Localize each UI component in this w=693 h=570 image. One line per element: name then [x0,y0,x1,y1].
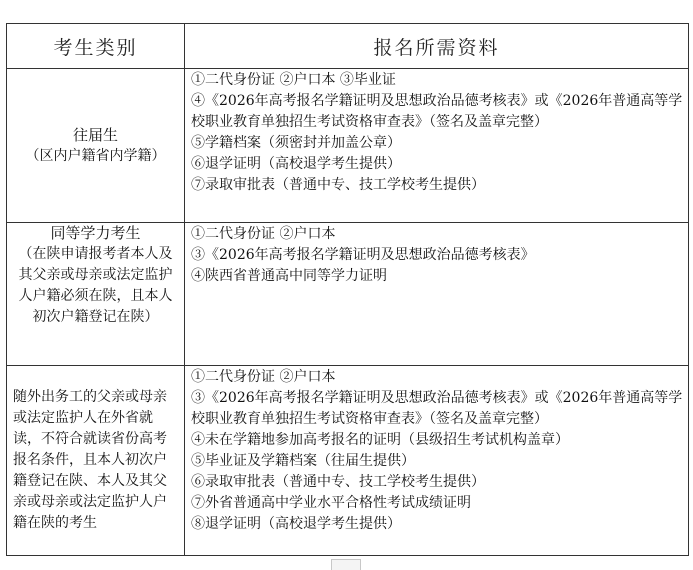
category-note: 随外出务工的父亲或母亲或法定监护人在外省就读，不符合就读省份高考报名条件，且本人初次户籍登记在陕、本人及其父亲或母亲或法定监护人户籍在陕的考生 [13,389,167,531]
material-item: ①二代身份证 ②户口本 [191,369,336,385]
material-item: ①二代身份证 ②户口本 [191,226,336,242]
table-row [7,69,689,223]
material-item: ⑤学籍档案（须密封并加盖公章） [191,135,401,151]
category-note: （区内户籍省内学籍） [25,147,166,164]
category-note: （在陕申请报考者本人及其父亲或母亲或法定监护人户籍必须在陕，且本人初次户籍登记在陕） [18,246,173,325]
registration-materials-table [6,23,689,556]
material-item: ⑦录取审批表（普通中专、技工学校考生提供） [191,177,485,193]
category-title: 往届生 [72,125,118,144]
category-cell [7,366,185,556]
header-row [7,24,689,69]
category-cell [7,69,185,223]
material-item: ④《2026年高考报名学籍证明及思想政治品德考核表》或《2026年普通高等学校职业教育单独招生考试资格审查表》（签名及盖章完整） [191,93,683,130]
material-item: ④陕西省普通高中同等学力证明 [191,268,387,284]
materials-cell [185,366,689,556]
material-item: ⑥录取审批表（普通中专、技工学校考生提供） [191,474,485,490]
category-cell [7,223,185,366]
table-row [7,366,689,556]
materials-cell [185,69,689,223]
table-row [7,223,689,366]
material-item: ③《2026年高考报名学籍证明及思想政治品德考核表》 [191,247,535,263]
material-item: ⑦外省普通高中学业水平合格性考试成绩证明 [191,495,471,511]
material-item: ⑧退学证明（高校退学考生提供） [191,516,401,532]
material-item: ④未在学籍地参加高考报名的证明（县级招生考试机构盖章） [191,432,569,448]
header-category: 考生类别 [7,24,185,69]
materials-cell [185,223,689,366]
material-item: ⑤毕业证及学籍档案（往届生提供） [191,453,415,469]
material-item: ⑥退学证明（高校退学考生提供） [191,156,401,172]
material-item: ①二代身份证 ②户口本 ③毕业证 [191,72,396,88]
category-title: 同等学力考生 [50,224,141,242]
material-item: ③《2026年高考报名学籍证明及思想政治品德考核表》或《2026年普通高等学校职业教育单独招生考试资格审查表》（签名及盖章完整） [191,390,683,427]
header-materials: 报名所需资料 [185,24,689,69]
